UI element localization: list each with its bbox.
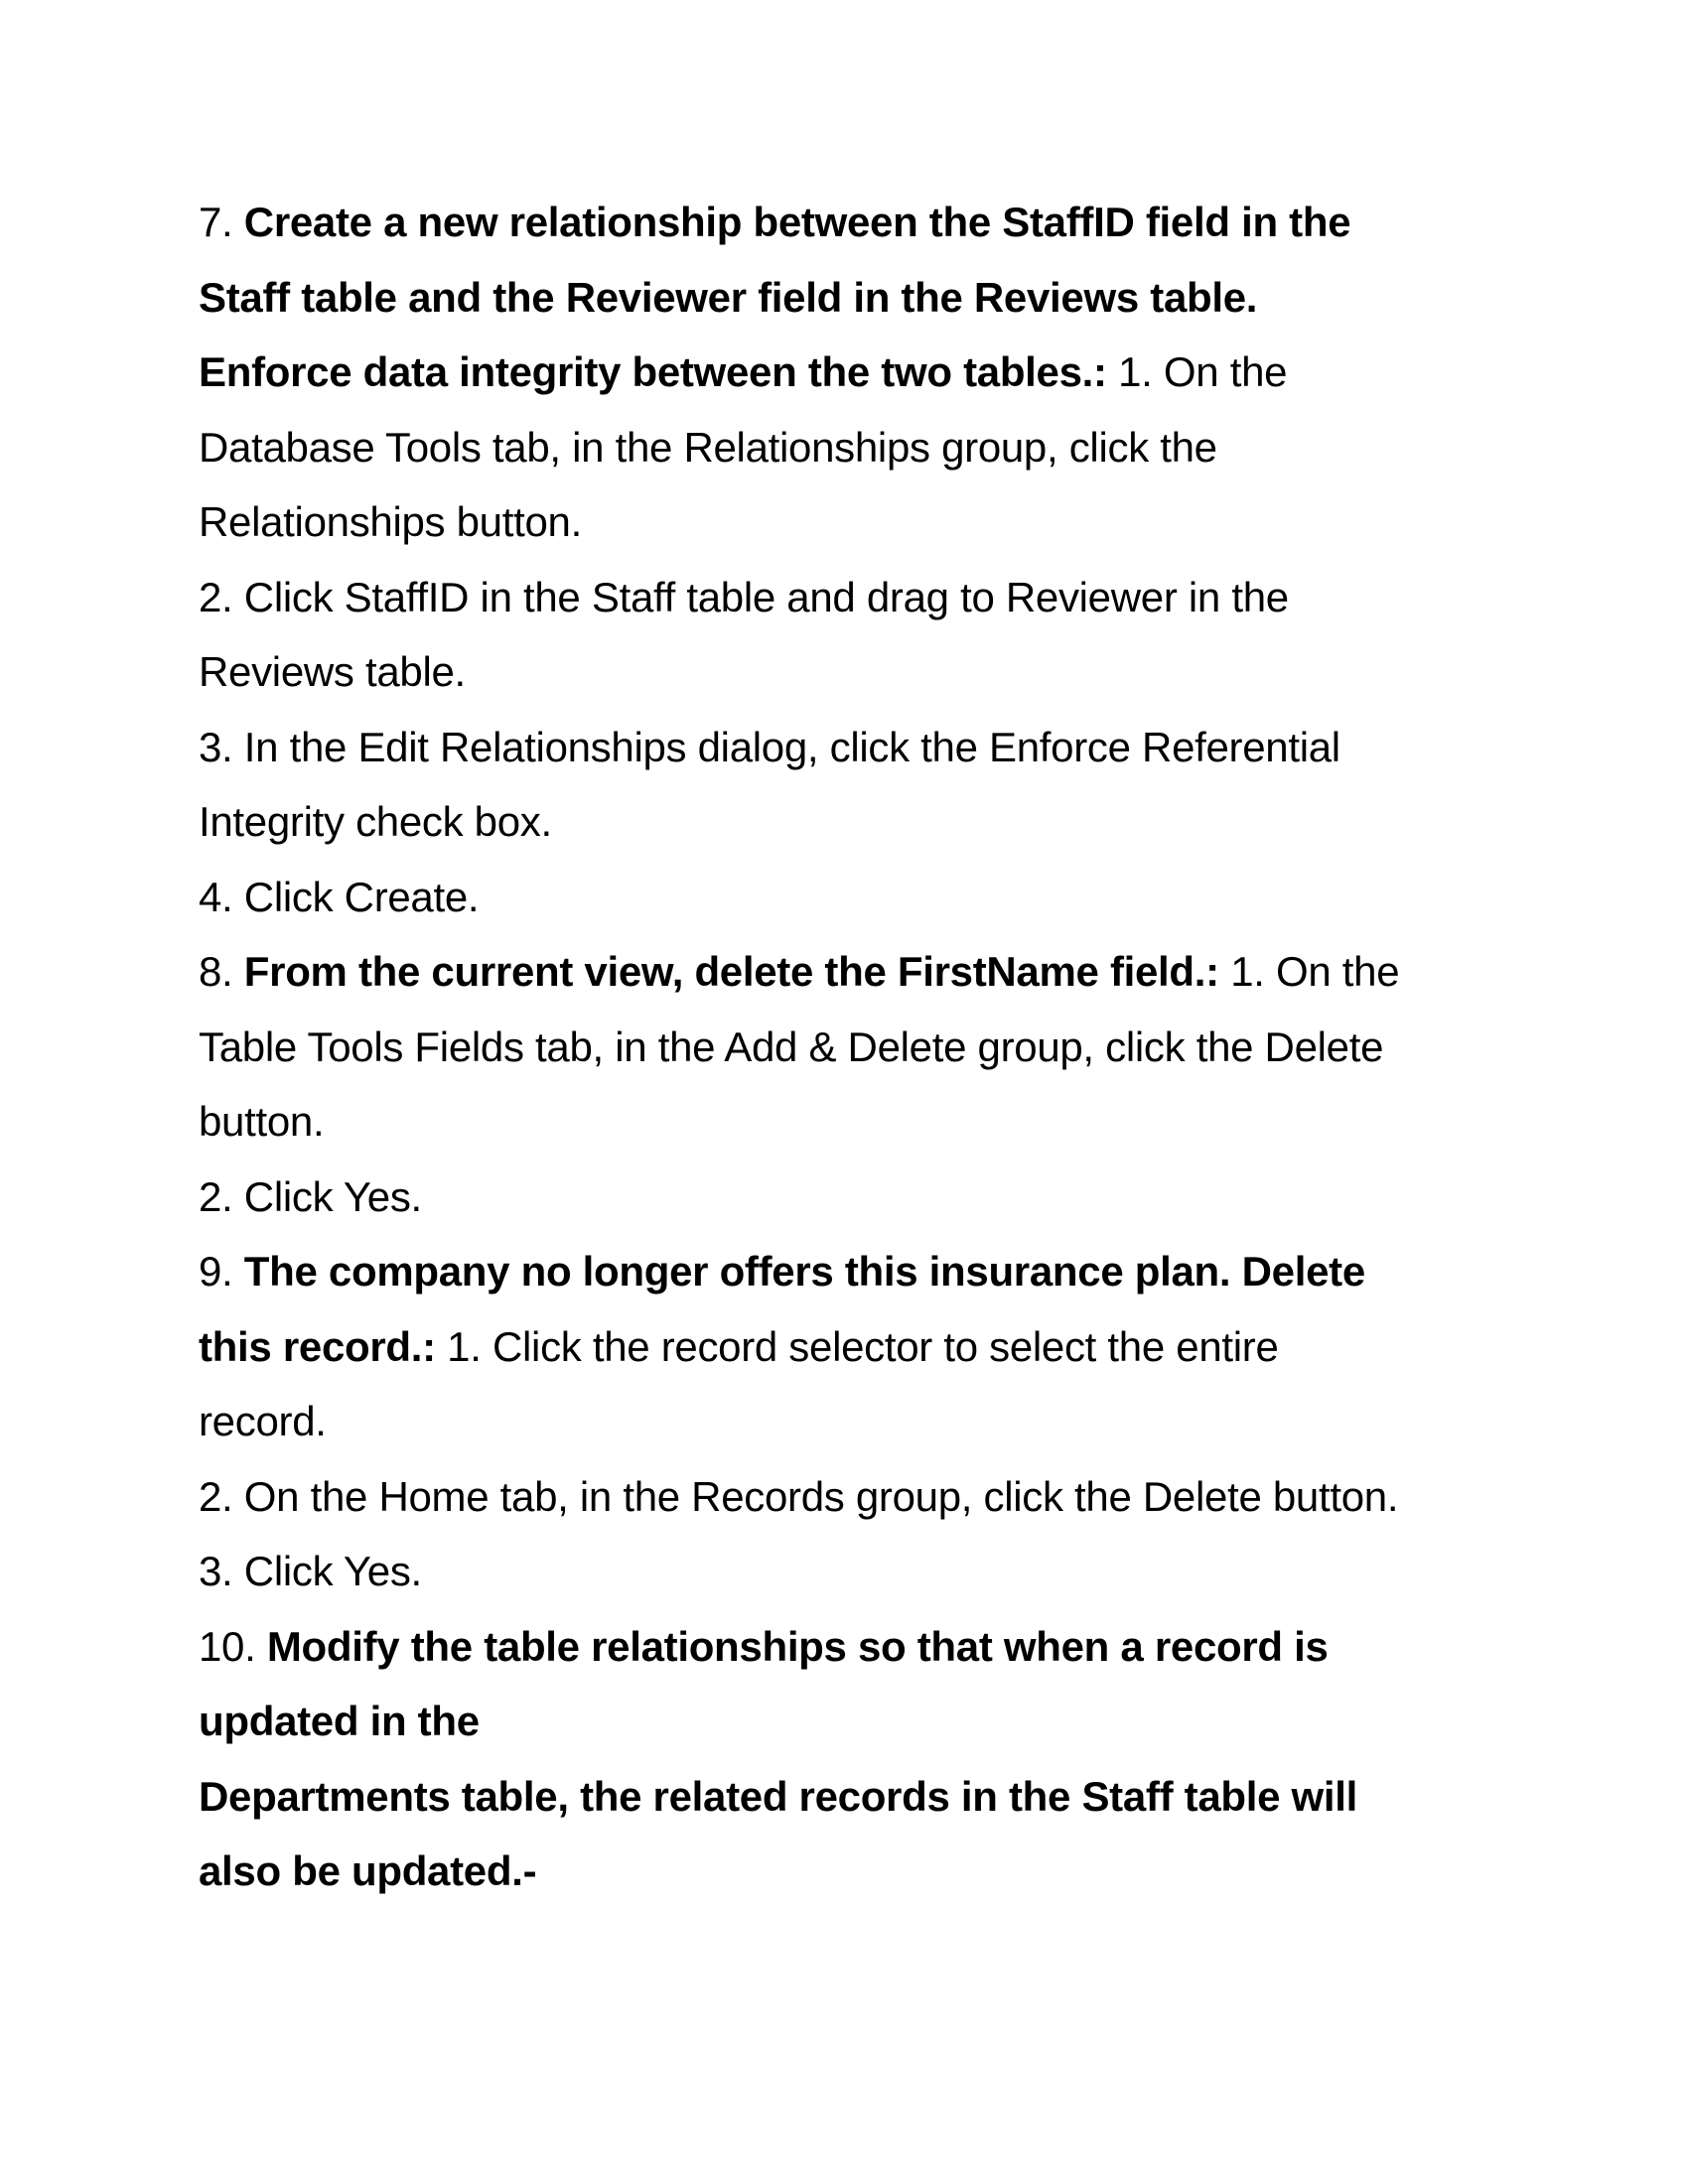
task-answer: record. (199, 1398, 327, 1444)
instruction-item-7 (199, 185, 1489, 934)
item-number: 7. (199, 199, 244, 245)
task-answer: button. (199, 1098, 325, 1145)
instruction-item-9 (199, 1234, 1489, 1609)
item-number: 8. (199, 948, 244, 995)
task-answer: Reviews table. (199, 648, 466, 695)
text-line (199, 934, 1489, 1010)
task-question: Departments table, the related records in the Staff table will (199, 1772, 1358, 1820)
text-line (199, 1234, 1489, 1309)
instruction-item-10 (199, 1609, 1489, 1909)
task-answer: Integrity check box. (199, 798, 552, 845)
instruction-item-8 (199, 934, 1489, 1234)
document-page (199, 185, 1489, 1909)
text-line (199, 1309, 1489, 1385)
item-number: 10. (199, 1622, 267, 1670)
task-question: Staff table and the Reviewer field in the Reviews table. (199, 273, 1258, 321)
task-answer: 2. On the Home tab, in the Records group, click the Delete button. (199, 1472, 1399, 1520)
task-question: From the current view, delete the FirstName field.: (243, 948, 1219, 995)
task-answer: 2. Click StaffID in the Staff table and drag to Reviewer in the (199, 573, 1289, 620)
task-answer: Database Tools tab, in the Relationships group, click the (199, 423, 1217, 471)
task-question: Create a new relationship between the StaffID field in the (243, 199, 1351, 245)
task-answer: 1. Click the record selector to select the entire (435, 1322, 1279, 1370)
task-answer: 3. In the Edit Relationships dialog, click the Enforce Referential (199, 723, 1340, 770)
task-question: The company no longer offers this insurance plan. Delete (243, 1248, 1365, 1295)
task-answer: 4. Click Create. (199, 873, 480, 920)
task-answer: 3. Click Yes. (199, 1548, 422, 1594)
task-question: Modify the table relationships so that when a record is (266, 1622, 1329, 1670)
text-line (199, 335, 1489, 410)
task-question: also be updated.- (199, 1847, 537, 1894)
text-line (199, 185, 1489, 260)
task-question: this record.: (199, 1322, 436, 1370)
task-question: updated in the (199, 1698, 480, 1744)
task-answer: 1. On the (1218, 948, 1400, 995)
text-line (199, 1609, 1489, 1685)
task-answer: Relationships button. (199, 498, 582, 545)
item-number: 9. (199, 1248, 244, 1295)
task-answer: Table Tools Fields tab, in the Add & Delete group, click the Delete (199, 1023, 1384, 1070)
task-question: Enforce data integrity between the two tables.: (199, 348, 1107, 395)
task-answer: 1. On the (1106, 348, 1288, 395)
task-answer: 2. Click Yes. (199, 1172, 422, 1220)
